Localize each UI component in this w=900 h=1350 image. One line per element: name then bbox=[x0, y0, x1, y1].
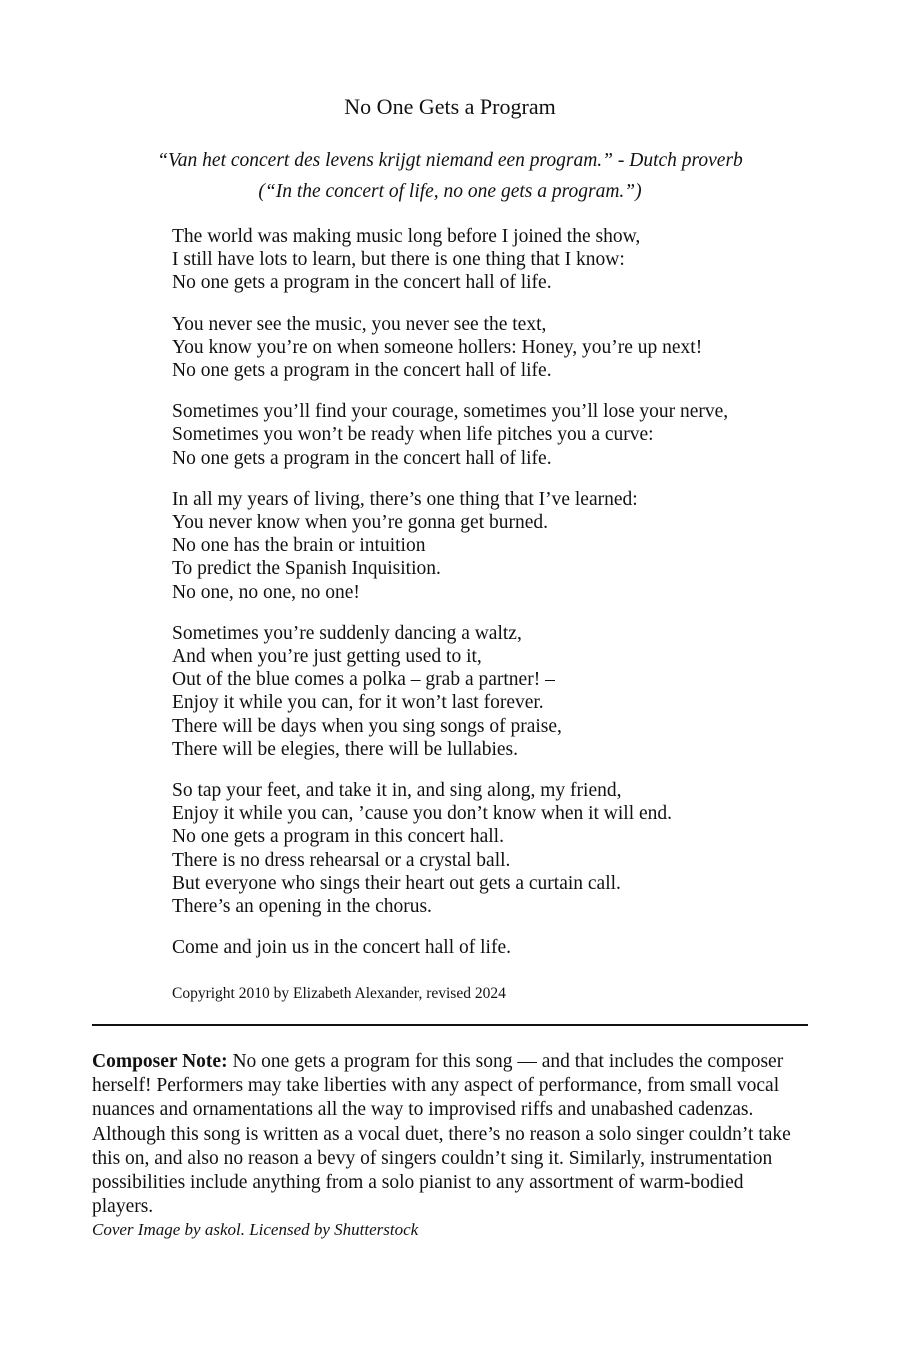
poem-line: I still have lots to learn, but there is one thing that I know: bbox=[172, 249, 625, 271]
poem-line: Come and join us in the concert hall of life. bbox=[172, 937, 511, 959]
stanza bbox=[172, 936, 832, 959]
poem-line: You know you’re on when someone hollers: Honey, you’re up next! bbox=[172, 336, 703, 358]
stanza bbox=[172, 225, 832, 295]
stanza bbox=[172, 622, 832, 761]
stanza bbox=[172, 400, 832, 470]
poem-line: So tap your feet, and take it in, and sing along, my friend, bbox=[172, 780, 622, 802]
poem-line: No one has the brain or intuition bbox=[172, 535, 426, 557]
poem-line: But everyone who sings their heart out gets a curtain call. bbox=[172, 872, 621, 894]
composer-note-text: No one gets a program for this song — and that includes the composer herself! Performers may take liberties with any aspect of performance, from small vocal nuances and ornamentations all the way to improvised riffs and unabashed cadenzas. Although this song is written as a vocal duet, there’s no reason a solo singer couldn’t take this on, and also no reason a bevy of singers couldn’t sing it. Similarly, instrumentation possibilities include anything from a solo pianist to any assortment of warm-bodied players. bbox=[92, 1051, 791, 1218]
poem-line: No one, no one, no one! bbox=[172, 581, 360, 603]
stanza bbox=[172, 779, 832, 918]
poem-line: Enjoy it while you can, ’cause you don’t know when it will end. bbox=[172, 803, 673, 825]
poem-line: You never see the music, you never see the text, bbox=[172, 313, 547, 335]
poem-line: There is no dress rehearsal or a crystal ball. bbox=[172, 849, 511, 871]
cover-image-credit: Cover Image by askol. Licensed by Shutterstock bbox=[92, 1220, 419, 1239]
poem-line: You never know when you’re gonna get burned. bbox=[172, 512, 549, 534]
composer-note bbox=[92, 1050, 808, 1219]
composer-note-label: Composer Note: bbox=[92, 1051, 228, 1072]
page-title: No One Gets a Program bbox=[344, 94, 556, 119]
poem-line: No one gets a program in the concert hall of life. bbox=[172, 272, 552, 294]
poem-line: Enjoy it while you can, for it won’t last forever. bbox=[172, 692, 544, 714]
poem bbox=[172, 225, 832, 977]
section-divider bbox=[92, 1024, 808, 1026]
epigraph bbox=[0, 145, 900, 207]
poem-line: In all my years of living, there’s one thing that I’ve learned: bbox=[172, 488, 638, 510]
stanza bbox=[172, 488, 832, 604]
poem-line: There’s an opening in the chorus. bbox=[172, 896, 432, 918]
poem-line: No one gets a program in the concert hall of life. bbox=[172, 360, 552, 382]
poem-line: And when you’re just getting used to it, bbox=[172, 646, 482, 668]
poem-line: Sometimes you won’t be ready when life pitches you a curve: bbox=[172, 424, 654, 446]
poem-line: Out of the blue comes a polka – grab a partner! – bbox=[172, 669, 555, 691]
epigraph-translation: (“In the concert of life, no one gets a program.”) bbox=[258, 181, 642, 202]
poem-line: To predict the Spanish Inquisition. bbox=[172, 558, 441, 580]
copyright-notice: Copyright 2010 by Elizabeth Alexander, revised 2024 bbox=[172, 985, 506, 1002]
poem-line: The world was making music long before I joined the show, bbox=[172, 226, 641, 247]
poem-line: No one gets a program in this concert hall. bbox=[172, 826, 504, 848]
epigraph-quote: “Van het concert des levens krijgt niemand een program.” - Dutch proverb bbox=[157, 150, 743, 171]
stanza bbox=[172, 313, 832, 383]
poem-line: There will be elegies, there will be lullabies. bbox=[172, 738, 519, 760]
poem-line: No one gets a program in the concert hall of life. bbox=[172, 447, 552, 469]
poem-line: Sometimes you’re suddenly dancing a waltz, bbox=[172, 622, 522, 644]
poem-line: Sometimes you’ll find your courage, sometimes you’ll lose your nerve, bbox=[172, 401, 729, 423]
poem-line: There will be days when you sing songs of praise, bbox=[172, 715, 562, 737]
